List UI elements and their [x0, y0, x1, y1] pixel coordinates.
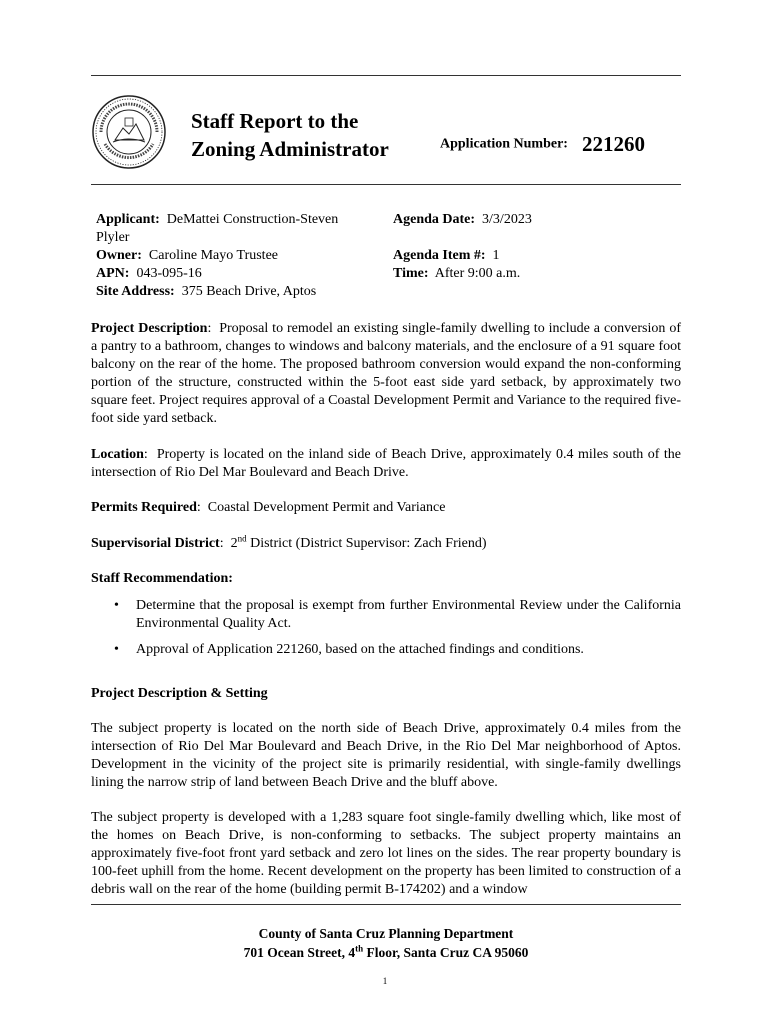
report-title	[191, 107, 389, 163]
location-text: Property is located on the inland side of Beach Drive, approximately 0.4 miles south of the intersection of Rio Del Mar Boulevard and Beach Drive.	[91, 447, 682, 480]
apn-label: APN:	[96, 266, 130, 281]
setting-heading	[91, 685, 681, 703]
district-text: District (District Supervisor: Zach Friend)	[250, 536, 487, 551]
owner-line	[96, 247, 366, 265]
permits-text: Coastal Development Permit and Variance	[207, 500, 446, 515]
project-description-label: Project Description	[91, 321, 208, 336]
footer-address-start: 701 Ocean Street, 4	[243, 945, 356, 960]
agenda-item-line	[393, 247, 532, 265]
permits-label: Permits Required	[91, 500, 197, 515]
report-title-line-1: Staff Report to the	[191, 109, 359, 133]
apn-line	[96, 265, 366, 283]
apn-value: 043-095-16	[136, 266, 202, 281]
list-item	[112, 641, 681, 659]
district-suffix: nd	[237, 533, 247, 544]
staff-recommendation-heading	[91, 570, 681, 588]
district-label: Supervisorial District	[91, 536, 220, 551]
setting-heading-text: Project Description & Setting	[91, 686, 268, 701]
footer-rule	[91, 904, 681, 905]
permits-required: Permits Required: Coastal Development Permit and Variance	[91, 500, 446, 515]
agenda-info	[393, 211, 532, 283]
applicant-line	[96, 211, 366, 247]
footer-department: County of Santa Cruz Planning Department	[258, 926, 514, 941]
county-seal-icon	[91, 94, 167, 170]
staff-recommendation-label: Staff Recommendation:	[91, 571, 233, 586]
site-address-line	[96, 283, 366, 301]
project-description-text: Proposal to remodel an existing single-family dwelling to include a conversion of a pantry to a bathroom, changes to windows and balcony materials, and the enclosure of a 91 square foot balcony on the rear of the home. The proposed bathroom conversion would expand the non-conforming portion of the structure, constructed within the 5-foot east side yard setback, by approximately two square feet. Project requires approval of a Coastal Development Permit and Variance to the required five-foot side yard setback.	[91, 321, 682, 426]
owner-label: Owner:	[96, 248, 142, 263]
setting-paragraph-2: The subject property is developed with a 1,283 square foot single-family dwelling which, like most of the homes on Beach Drive, is non-conforming to setbacks. The subject property maintains an approximately five-foot front yard setback and zero lot lines on the sides. The rear property boundary is 100-feet uphill from the home. Recent development on the property has been limited to construction of a debris wall on the rear of the home (building permit B-174202) and a window	[91, 810, 681, 897]
district-number: 2	[230, 536, 238, 551]
agenda-item-value: 1	[492, 248, 500, 263]
recommendation-text: Determine that the proposal is exempt from further Environmental Review under the California Environmental Quality Act.	[136, 598, 681, 631]
agenda-date-label: Agenda Date:	[393, 212, 476, 227]
recommendation-text: Approval of Application 221260, based on the attached findings and conditions.	[136, 642, 584, 657]
setting-paragraph-1: The subject property is located on the north side of Beach Drive, approximately 0.4 miles from the intersection of Rio Del Mar Boulevard and Beach Drive, in the Rio Del Mar neighborhood of Aptos. Development in the vicinity of the project site is primarily residential, with single-family dwellings lining the narrow strip of land between Beach Drive and the bluff above.	[91, 721, 681, 790]
application-number	[440, 132, 645, 157]
location: Location: Property is located on the inland side of Beach Drive, approximately 0.4 miles south of the intersection of Rio Del Mar Boulevard and Beach Drive.	[91, 447, 682, 480]
list-item	[112, 597, 681, 633]
footer-address-sup: th	[355, 943, 364, 954]
application-number-label: Application Number:	[440, 136, 568, 152]
agenda-date-value: 3/3/2023	[482, 212, 532, 227]
location-label: Location	[91, 447, 144, 462]
footer-address-end: Floor, Santa Cruz CA 95060	[363, 945, 529, 960]
header-top-rule	[91, 75, 681, 76]
staff-recommendation-list	[112, 597, 681, 667]
supervisorial-district: Supervisorial District: 2nd District (District Supervisor: Zach Friend)	[91, 533, 487, 551]
applicant-label: Applicant:	[96, 212, 160, 227]
header-bottom-rule	[91, 184, 681, 185]
bullet-icon: •	[114, 642, 119, 657]
time-value: After 9:00 a.m.	[434, 266, 521, 281]
page-number: 1	[382, 976, 388, 986]
footer-address	[91, 943, 681, 962]
agenda-date-line	[393, 211, 532, 229]
agenda-spacer	[393, 229, 532, 247]
footer	[91, 924, 681, 962]
applicant-value: DeMattei Construction-Steven Plyler	[96, 212, 339, 245]
project-description: Project Description: Proposal to remodel an existing single-family dwelling to include a conversion of a pantry to a bathroom, changes to windows and balcony materials, and the enclosure of a 91 square foot balcony on the rear of the home. The proposed bathroom conversion would expand the non-conforming portion of the structure, constructed within the 5-foot east side yard setback, by approximately two square feet. Project requires approval of a Coastal Development Permit and Variance to the required five-foot side yard setback.	[91, 321, 682, 426]
time-line	[393, 265, 532, 283]
agenda-item-label: Agenda Item #:	[393, 248, 486, 263]
application-number-value: 221260	[581, 132, 645, 156]
time-label: Time:	[393, 266, 429, 281]
bullet-icon: •	[114, 598, 119, 613]
owner-value: Caroline Mayo Trustee	[148, 248, 278, 263]
site-address-value: 375 Beach Drive, Aptos	[181, 284, 317, 299]
site-address-label: Site Address:	[96, 284, 175, 299]
applicant-info	[96, 211, 366, 301]
report-title-line-2: Zoning Administrator	[191, 137, 389, 161]
